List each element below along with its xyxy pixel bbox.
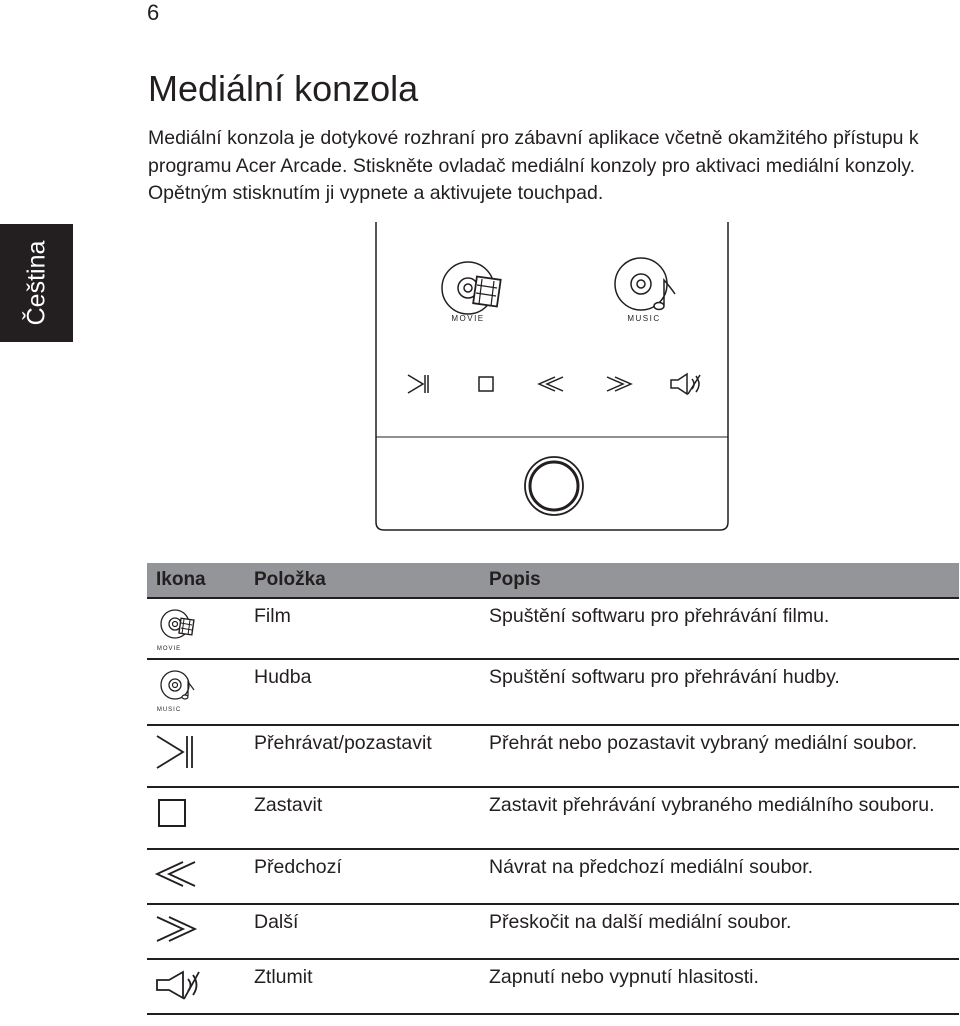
page-number: 6 [147,0,160,25]
play-pause-icon [147,732,207,772]
movie-icon-label: MOVIE [156,646,182,652]
item-cell: Ztlumit [254,959,489,1014]
console-next-icon[interactable] [607,377,631,391]
item-cell: Zastavit [254,787,489,849]
mute-icon [147,966,207,1006]
media-console-illustration [373,222,731,532]
console-music-label: MUSIC [627,314,661,323]
next-icon [147,911,207,951]
stop-icon [147,794,207,834]
language-tab [0,224,73,342]
page-title: Mediální konzola [148,68,419,109]
table-row [147,849,959,904]
console-movie-label: MOVIE [451,314,485,323]
console-power-button[interactable] [525,457,583,515]
item-cell: Hudba [254,659,489,725]
header-description: Popis [489,563,959,598]
description-cell: Přehrát nebo pozastavit vybraný mediální soubor. [489,725,959,787]
description-cell: Přeskočit na další mediální soubor. [489,904,959,959]
movie-icon [147,605,207,655]
header-icon: Ikona [147,563,254,598]
console-mute-icon[interactable] [671,374,700,394]
intro-paragraph: Mediální konzola je dotykové rozhraní pro zábavní aplikace včetně okamžitého přístupu k programu Acer Arcade. Stiskněte ovladač mediální konzoly pro aktivaci mediální konzoly. Opětným stisknutím ji vypnete a aktivujete touchpad. [148,127,919,204]
header-item: Položka [254,563,489,598]
icon-table [147,563,959,1015]
table-row [147,787,959,849]
item-cell: Předchozí [254,849,489,904]
language-tab-label: Čeština [22,240,50,326]
console-play-pause-icon[interactable] [408,375,428,393]
console-music-icon[interactable] [615,258,675,323]
console-previous-icon[interactable] [539,377,563,391]
description-cell: Spuštění softwaru pro přehrávání hudby. [489,659,959,725]
table-row [147,598,959,659]
music-icon [147,666,207,716]
table-header-row [147,563,959,598]
item-cell: Film [254,598,489,659]
console-stop-icon[interactable] [479,377,493,391]
description-cell: Návrat na předchozí mediální soubor. [489,849,959,904]
description-cell: Zapnutí nebo vypnutí hlasitosti. [489,959,959,1014]
table-row [147,959,959,1014]
item-cell: Další [254,904,489,959]
table-row [147,725,959,787]
item-cell: Přehrávat/pozastavit [254,725,489,787]
previous-icon [147,856,207,896]
description-cell: Zastavit přehrávání vybraného mediálního souboru. [489,787,959,849]
table-row [147,904,959,959]
console-movie-icon[interactable] [442,262,501,323]
table-row [147,659,959,725]
music-icon-label: MUSIC [156,707,182,713]
description-cell: Spuštění softwaru pro přehrávání filmu. [489,598,959,659]
